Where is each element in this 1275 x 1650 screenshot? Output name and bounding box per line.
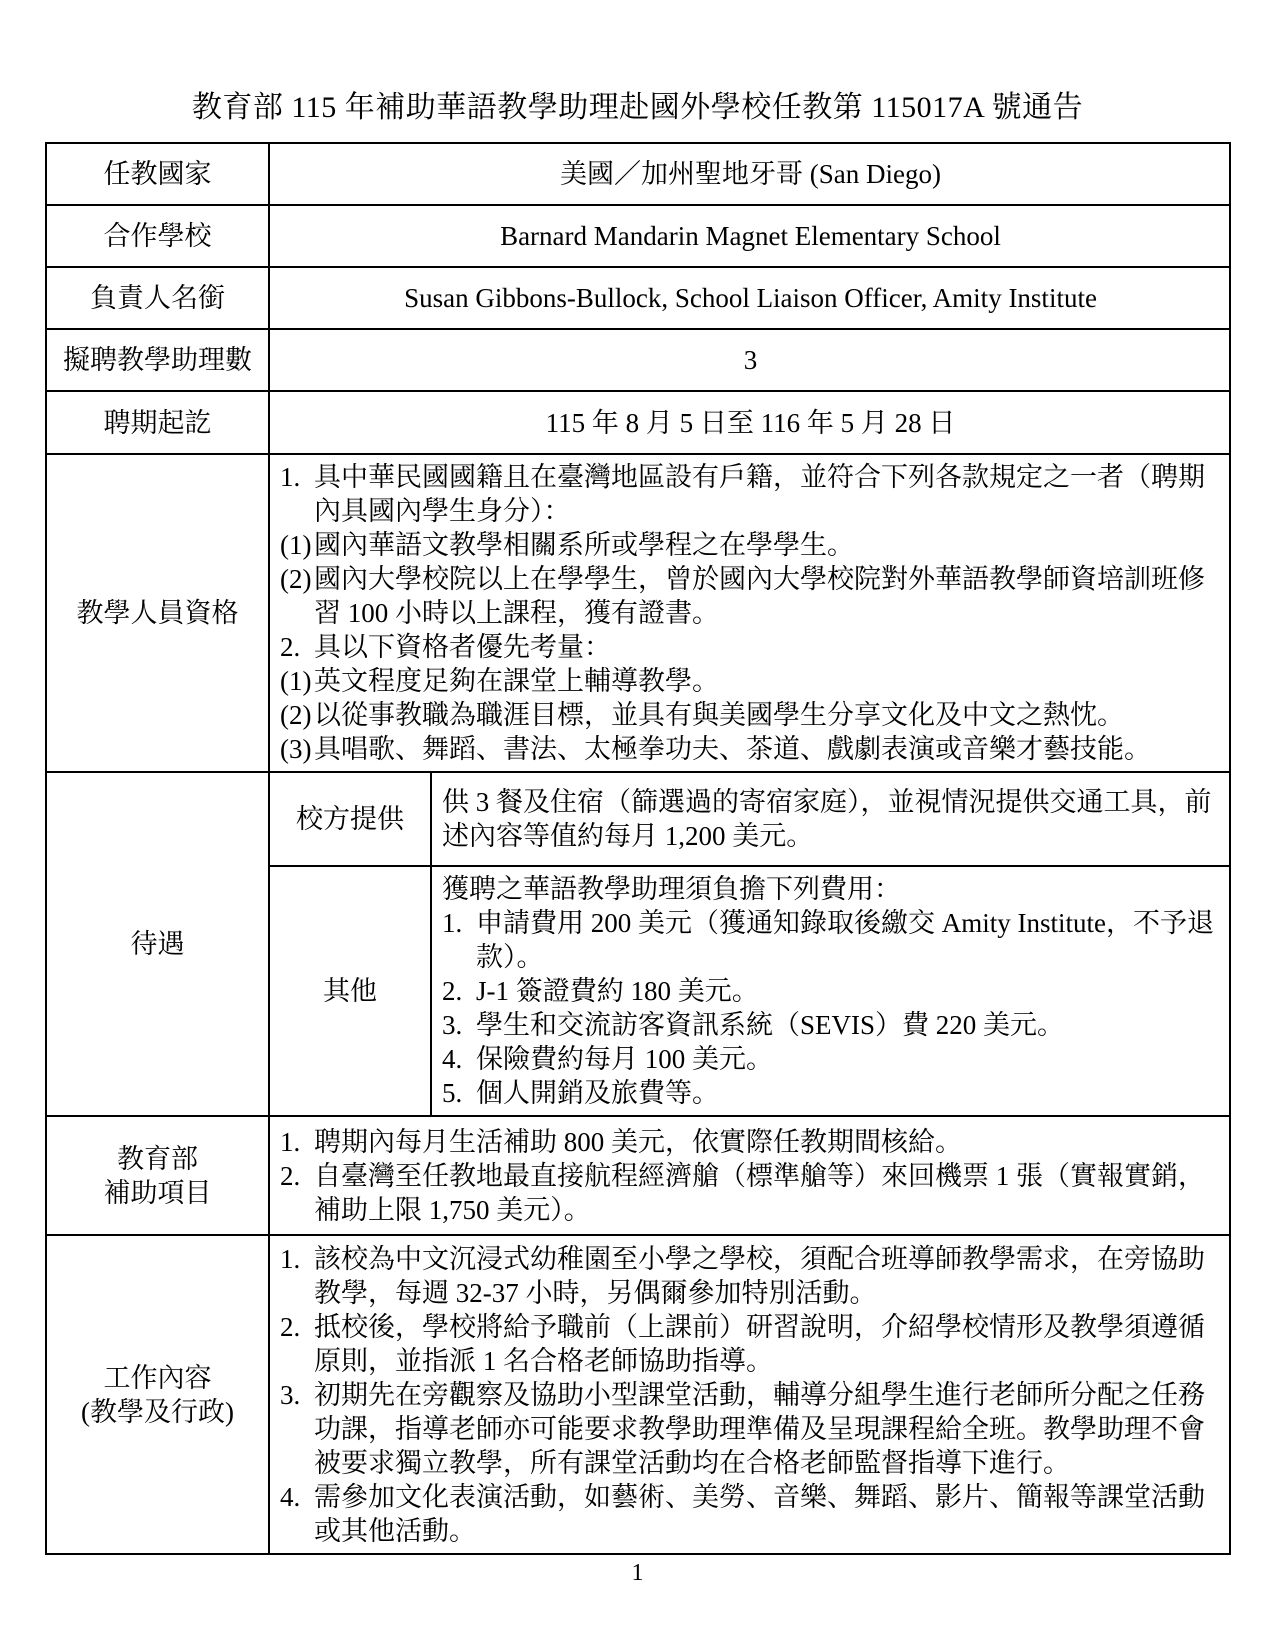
list-item: 3. 學生和交流訪客資訊系統（SEVIS）費 220 美元。 bbox=[442, 1010, 1065, 1040]
work-content-body bbox=[269, 1235, 1230, 1554]
row-employment-period bbox=[46, 391, 1230, 454]
assistant-count-value: 3 bbox=[269, 329, 1230, 391]
list-item: 1. 具中華民國國籍且在臺灣地區設有戶籍，並符合下列各款規定之一者（聘期內具國內學生身分）： bbox=[280, 462, 1205, 526]
school-provides-label: 校方提供 bbox=[269, 772, 431, 866]
row-compensation-school bbox=[46, 772, 1230, 866]
list-item: 2. 抵校後，學校將給予職前（上課前）研習說明，介紹學校情形及教學須遵循原則，並指派 1 名合格老師協助指導。 bbox=[280, 1311, 1205, 1376]
list-item: 2. J-1 簽證費約 180 美元。 bbox=[442, 976, 759, 1006]
list-item: 4. 保險費約每月 100 美元。 bbox=[442, 1044, 773, 1074]
qualifications-label: 教學人員資格 bbox=[46, 454, 269, 772]
compensation-label: 待遇 bbox=[46, 772, 269, 1116]
moe-subsidy-content bbox=[269, 1116, 1230, 1235]
other-intro: 獲聘之華語教學助理須負擔下列費用： bbox=[442, 874, 901, 904]
employment-period-value: 115 年 8 月 5 日至 116 年 5 月 28 日 bbox=[269, 391, 1230, 454]
row-school bbox=[46, 205, 1230, 267]
other-content bbox=[431, 866, 1230, 1116]
list-item: 1. 申請費用 200 美元（獲通知錄取後繳交 Amity Institute，不予退款）。 bbox=[442, 908, 1214, 972]
row-qualifications bbox=[46, 454, 1230, 772]
row-contact bbox=[46, 267, 1230, 329]
list-item: 4. 需參加文化表演活動，如藝術、美勞、音樂、舞蹈、影片、簡報等課堂活動或其他活動。 bbox=[280, 1481, 1205, 1546]
country-label: 任教國家 bbox=[46, 143, 269, 205]
contact-value: Susan Gibbons-Bullock, School Liaison Officer, Amity Institute bbox=[269, 267, 1230, 329]
document-title: 教育部 115 年補助華語教學助理赴國外學校任教第 115017A 號通告 bbox=[191, 91, 1084, 124]
list-item: 1. 聘期內每月生活補助 800 美元，依實際任教期間核給。 bbox=[280, 1126, 962, 1157]
work-content-label: 工作內容 (教學及行政) bbox=[46, 1235, 269, 1554]
list-item: 2. 自臺灣至任教地最直接航程經濟艙（標準艙等）來回機票 1 張（實報實銷，補助上限 1,750 美元）。 bbox=[280, 1160, 1205, 1225]
qualifications-content bbox=[269, 454, 1230, 772]
list-item: 1. 該校為中文沉浸式幼稚園至小學之學校，須配合班導師教學需求，在旁協助教學，每週 32-37 小時，另偶爾參加特別活動。 bbox=[280, 1243, 1205, 1308]
school-provides-text: 供 3 餐及住宿（篩選過的寄宿家庭），並視情況提供交通工具，前述內容等值約每月 1,200 美元。 bbox=[431, 772, 1230, 866]
employment-period-label: 聘期起訖 bbox=[46, 391, 269, 454]
list-item: 5. 個人開銷及旅費等。 bbox=[442, 1078, 719, 1108]
announcement-table bbox=[45, 142, 1231, 1555]
list-item: 2. 具以下資格者優先考量： bbox=[280, 632, 611, 662]
list-item: (1)國內華語文教學相關系所或學程之在學學生。 bbox=[280, 530, 854, 560]
row-assistant-count bbox=[46, 329, 1230, 391]
row-country bbox=[46, 143, 1230, 205]
list-item: (2)國內大學校院以上在學學生，曾於國內大學校院對外華語教學師資培訓班修習 100 小時以上課程，獲有證書。 bbox=[280, 564, 1205, 628]
school-value: Barnard Mandarin Magnet Elementary School bbox=[269, 205, 1230, 267]
list-item: (3)具唱歌、舞蹈、書法、太極拳功夫、茶道、戲劇表演或音樂才藝技能。 bbox=[280, 734, 1151, 764]
row-work-content bbox=[46, 1235, 1230, 1554]
other-label: 其他 bbox=[269, 866, 431, 1116]
list-item: (2)以從事教職為職涯目標，並具有與美國學生分享文化及中文之熱忱。 bbox=[280, 700, 1124, 730]
school-label: 合作學校 bbox=[46, 205, 269, 267]
page-number: 1 bbox=[631, 1560, 644, 1586]
row-moe-subsidy bbox=[46, 1116, 1230, 1235]
list-item: (1)英文程度足夠在課堂上輔導教學。 bbox=[280, 666, 719, 696]
moe-subsidy-label: 教育部 補助項目 bbox=[46, 1116, 269, 1235]
contact-label: 負責人名銜 bbox=[46, 267, 269, 329]
country-value: 美國／加州聖地牙哥 (San Diego) bbox=[269, 143, 1230, 205]
list-item: 3. 初期先在旁觀察及協助小型課堂活動，輔導分組學生進行老師所分配之任務功課，指導老師亦可能要求教學助理準備及呈現課程給全班。教學助理不會被要求獨立教學，所有課堂活動均在合格老師監督指導下進行。 bbox=[280, 1379, 1205, 1478]
assistant-count-label: 擬聘教學助理數 bbox=[46, 329, 269, 391]
